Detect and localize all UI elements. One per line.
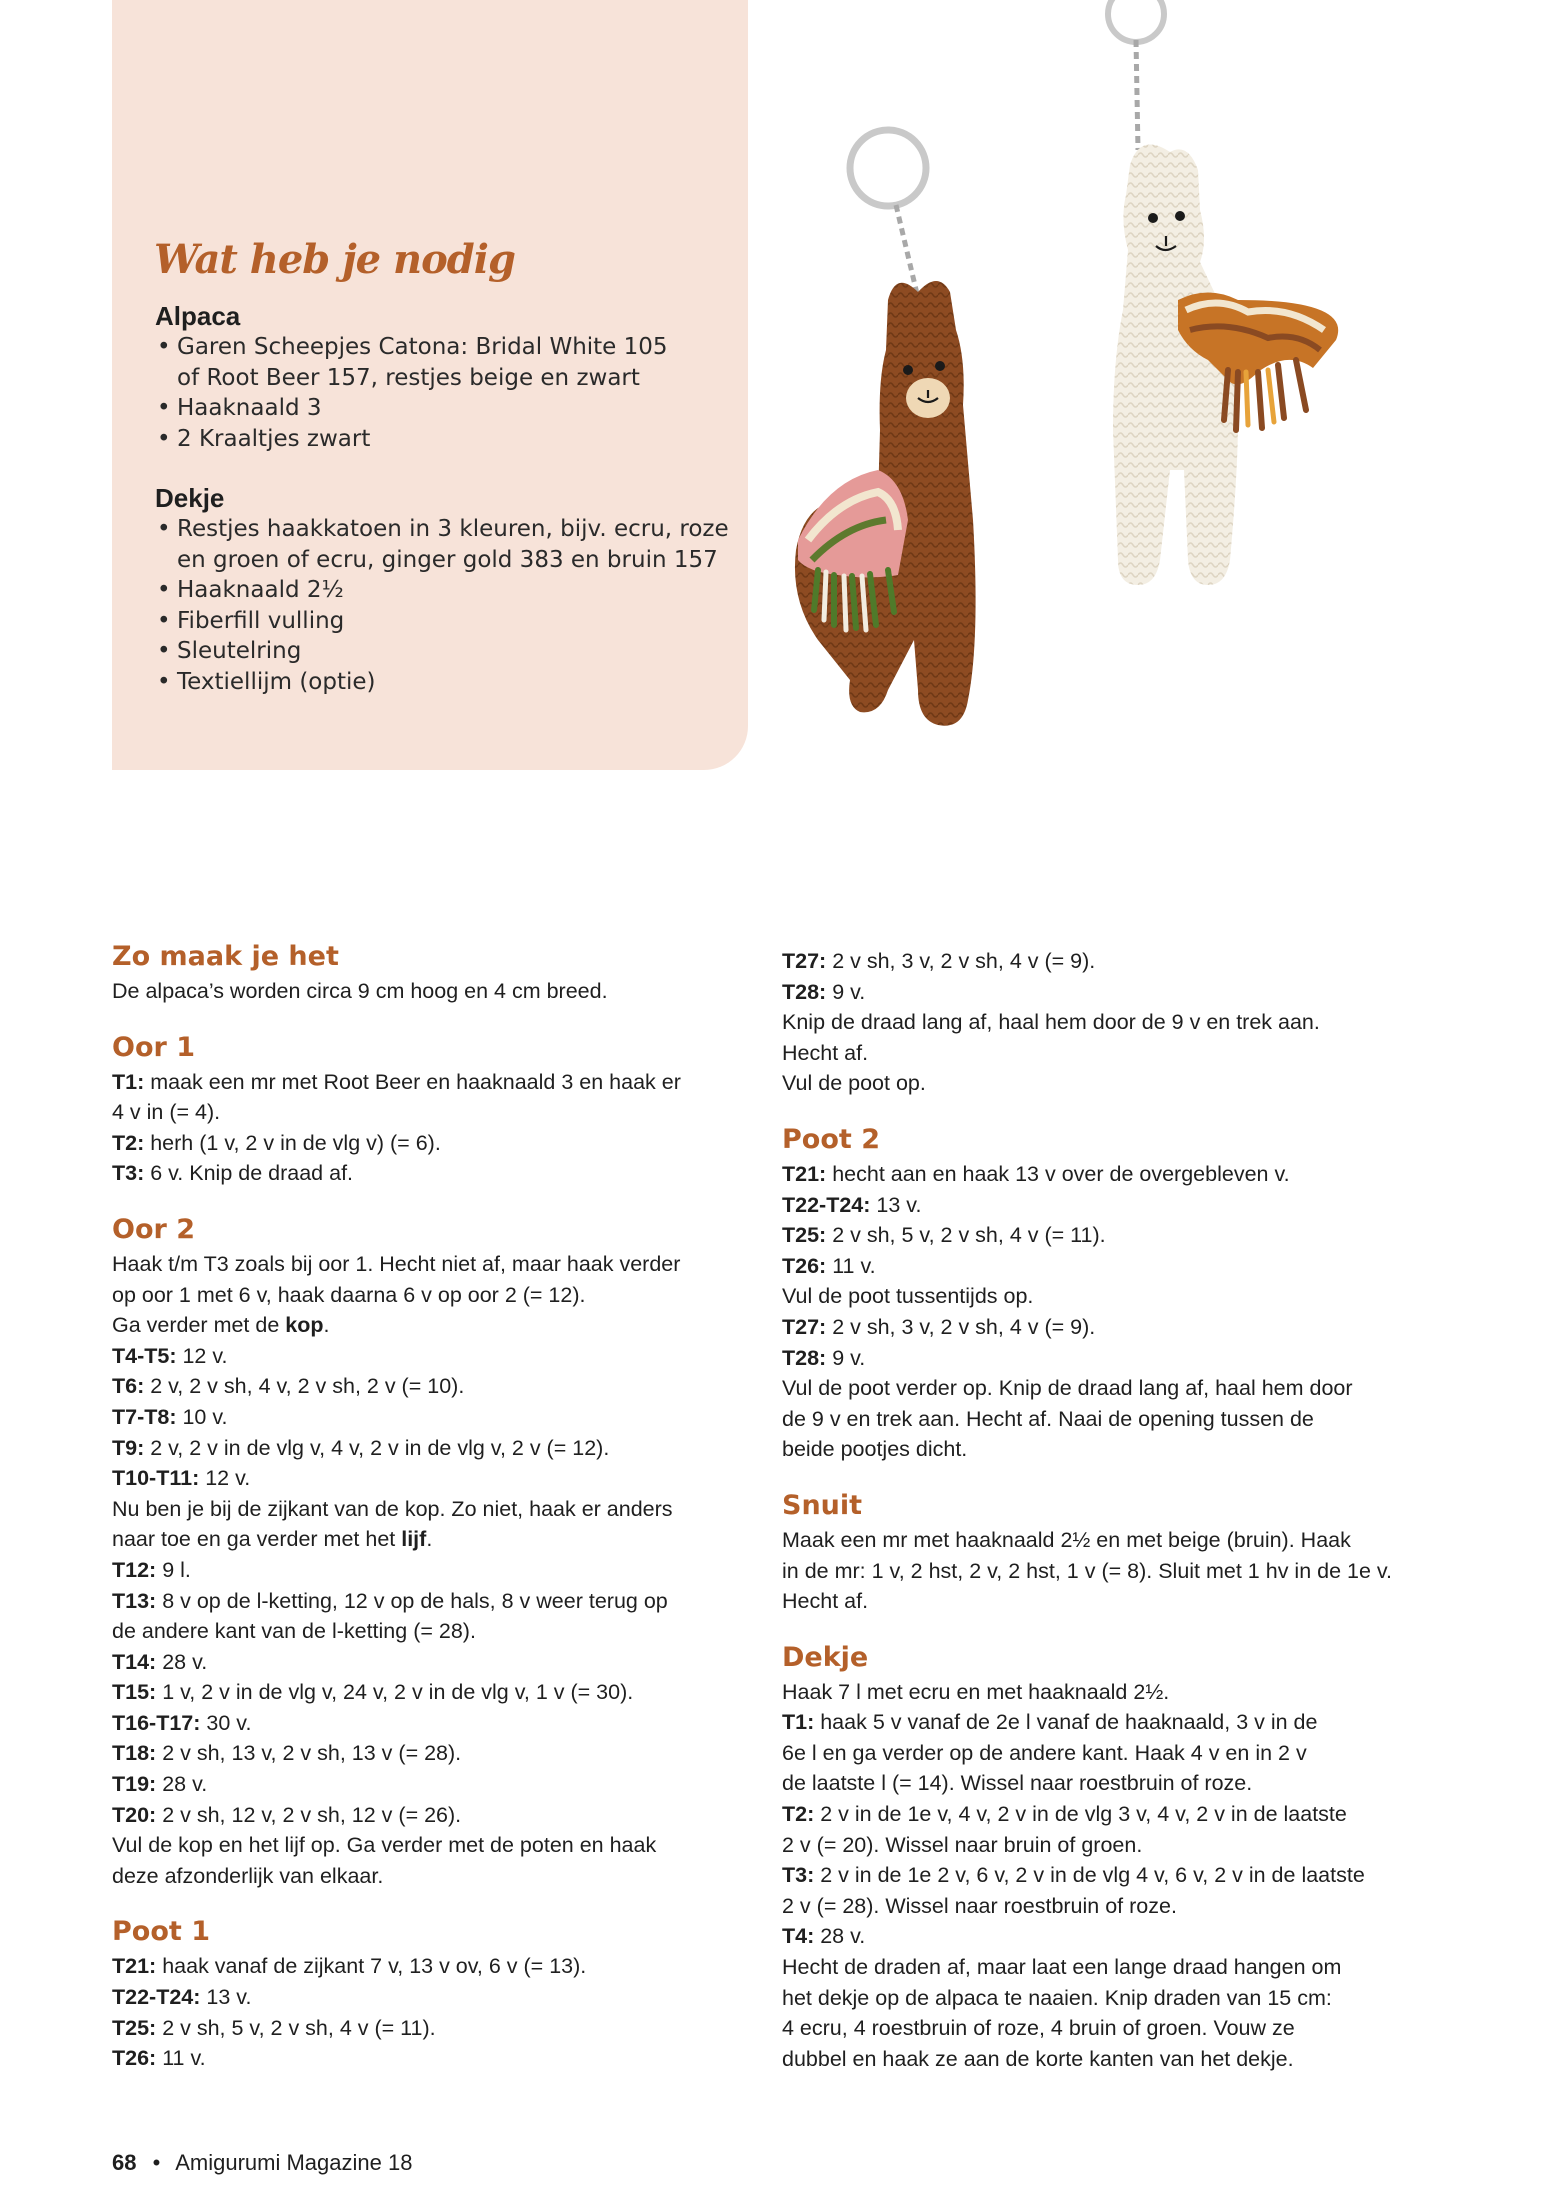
- instruction-text: Hecht de draden af, maar laat een lange draad hangen om: [782, 1955, 1342, 1980]
- instruction-text: Ga verder met de: [112, 1313, 286, 1338]
- instruction-text: hecht aan en haak 13 v over de overgebleven v.: [826, 1161, 1290, 1186]
- instruction-line: [782, 1921, 1422, 1952]
- round-label: T22-T24:: [112, 1985, 201, 2010]
- section-title: Snuit: [782, 1489, 863, 1521]
- instruction-text: dubbel en haak ze aan de korte kanten van het dekje.: [782, 2046, 1294, 2071]
- instructions-left-column: [112, 940, 752, 2074]
- material-item: • Haaknaald 3: [155, 393, 735, 424]
- round-label: T3:: [782, 1863, 815, 1888]
- page-number: 68: [112, 2150, 137, 2175]
- instruction-text: 11 v.: [156, 2046, 206, 2071]
- instruction-text: 2 v in de 1e 2 v, 6 v, 2 v in de vlg 4 v, 6 v, 2 v in de laatste: [814, 1863, 1365, 1888]
- key-ring-left: [850, 130, 926, 206]
- instruction-line: [112, 1861, 752, 1892]
- instruction-text: Haak 7 l met ecru en met haaknaald 2½.: [782, 1679, 1170, 1704]
- instruction-line: [112, 1341, 752, 1372]
- instruction-line: [782, 1830, 1422, 1861]
- instruction-line: [782, 1220, 1422, 1251]
- instructions-right-column: [782, 946, 1422, 2074]
- round-label: T6:: [112, 1374, 145, 1399]
- section-title: Zo maak je het: [112, 941, 339, 972]
- instruction-line: [112, 1800, 752, 1831]
- instruction-text: Vul de poot op.: [782, 1071, 926, 1096]
- instruction-line: [782, 1860, 1422, 1891]
- instruction-text: 6 v. Knip de draad af.: [144, 1161, 354, 1186]
- instruction-text: 2 v sh, 3 v, 2 v sh, 4 v (= 9).: [826, 949, 1096, 973]
- round-label: T18:: [112, 1741, 157, 1766]
- instruction-text: 2 v sh, 12 v, 2 v sh, 12 v (= 26).: [156, 1802, 462, 1827]
- instruction-text: 12 v.: [199, 1466, 251, 1491]
- round-label: T4-T5:: [112, 1343, 177, 1368]
- instruction-line: [112, 976, 752, 1007]
- instruction-text: 2 v sh, 13 v, 2 v sh, 13 v (= 28).: [156, 1741, 462, 1766]
- instruction-text: 2 v (= 28). Wissel naar roestbruin of roze.: [782, 1893, 1177, 1918]
- round-label: T14:: [112, 1649, 157, 1674]
- material-item: • Restjes haakkatoen in 3 kleuren, bijv. ecru, roze en groen of ecru, ginger gold 383 en bruin 157: [155, 514, 735, 575]
- round-label: T1:: [112, 1069, 145, 1094]
- instruction-line: [782, 1404, 1422, 1435]
- round-label: T19:: [112, 1772, 157, 1797]
- round-label: T25:: [112, 2015, 157, 2040]
- instruction-line: [782, 1007, 1422, 1038]
- round-label: T7-T8:: [112, 1404, 177, 1429]
- instruction-text: de laatste l (= 14). Wissel naar roestbruin of roze.: [782, 1771, 1253, 1796]
- instruction-text: beide pootjes dicht.: [782, 1437, 968, 1462]
- white-eye-right: [1175, 211, 1185, 221]
- dekje-materials: [155, 482, 735, 697]
- round-label: T16-T17:: [112, 1710, 201, 1735]
- instruction-text: 1 v, 2 v in de vlg v, 24 v, 2 v in de vlg v, 1 v (= 30).: [156, 1680, 634, 1705]
- instruction-text: 9 v.: [826, 1345, 866, 1370]
- instruction-text: 2 v, 2 v sh, 4 v, 2 v sh, 2 v (= 10).: [144, 1374, 465, 1399]
- instruction-line: [112, 1433, 752, 1464]
- brown-eye-right: [935, 361, 945, 371]
- instruction-line: [112, 1067, 752, 1098]
- white-eye-left: [1148, 213, 1158, 223]
- instruction-line: [112, 1128, 752, 1159]
- instruction-line: [112, 1951, 752, 1982]
- instruction-line: [782, 1586, 1422, 1617]
- instruction-line: [112, 1586, 752, 1617]
- section-title: Oor 2: [112, 1213, 196, 1245]
- instruction-line: [782, 1525, 1422, 1556]
- instruction-text: Nu ben je bij de zijkant van de kop. Zo niet, haak er anders: [112, 1496, 673, 1521]
- round-label: T15:: [112, 1680, 157, 1705]
- instruction-line: [782, 1190, 1422, 1221]
- round-label: T13:: [112, 1588, 157, 1613]
- round-label: T28:: [782, 1345, 827, 1370]
- instruction-line: [782, 1251, 1422, 1282]
- instruction-text: 2 v in de 1e v, 4 v, 2 v in de vlg 3 v, 4 v, 2 v in de laatste: [814, 1802, 1347, 1827]
- material-item: • Fiberfill vulling: [155, 606, 735, 637]
- instruction-line: [112, 1310, 752, 1341]
- chain-right: [1136, 40, 1138, 150]
- round-label: T2:: [782, 1802, 815, 1827]
- emphasis-text: kop: [285, 1313, 324, 1338]
- instruction-line: [112, 1371, 752, 1402]
- section-title: Poot 2: [782, 1123, 880, 1155]
- instruction-line: [112, 1647, 752, 1678]
- instruction-line: [782, 977, 1422, 1008]
- brown-alpaca: [795, 130, 976, 726]
- instruction-text: de andere kant van de l-ketting (= 28).: [112, 1619, 476, 1644]
- instruction-text: de 9 v en trek aan. Hecht af. Naai de opening tussen de: [782, 1406, 1314, 1431]
- key-ring-right: [1108, 0, 1164, 42]
- instruction-text: op oor 1 met 6 v, haak daarna 6 v op oor 2 (= 12).: [112, 1282, 586, 1307]
- instruction-line: [112, 1982, 752, 2013]
- instruction-text: haak vanaf de zijkant 7 v, 13 v ov, 6 v (= 13).: [156, 1954, 587, 1979]
- instruction-line: [112, 2013, 752, 2044]
- instruction-text: 2 v (= 20). Wissel naar bruin of groen.: [782, 1832, 1143, 1857]
- round-label: T4:: [782, 1924, 815, 1949]
- instruction-text: 4 v in (= 4).: [112, 1100, 221, 1125]
- round-label: T10-T11:: [112, 1466, 200, 1491]
- round-label: T20:: [112, 1802, 157, 1827]
- instruction-line: [112, 1555, 752, 1586]
- instruction-line: [782, 1983, 1422, 2014]
- instruction-text: haak 5 v vanaf de 2e l vanaf de haaknaald, 3 v in de: [814, 1710, 1318, 1735]
- white-alpaca: [1108, 0, 1338, 585]
- section-title: Dekje: [782, 1641, 869, 1673]
- instruction-line: [782, 1707, 1422, 1738]
- instruction-line: [112, 1830, 752, 1861]
- material-item: • Haaknaald 2½: [155, 575, 735, 606]
- instruction-text: 12 v.: [176, 1343, 228, 1368]
- instruction-line: [782, 1343, 1422, 1374]
- instruction-text: maak een mr met Root Beer en haaknaald 3 en haak er: [144, 1069, 681, 1094]
- instruction-line: [112, 1280, 752, 1311]
- instruction-line: [782, 1038, 1422, 1069]
- instruction-text: 9 l.: [156, 1557, 191, 1582]
- instruction-line: [782, 1677, 1422, 1708]
- round-label: T21:: [782, 1161, 827, 1186]
- brown-eye-left: [903, 365, 913, 375]
- emphasis-text: lijf: [401, 1527, 427, 1552]
- instruction-line: [782, 1891, 1422, 1922]
- instruction-line: [112, 1708, 752, 1739]
- instruction-text: Vul de kop en het lijf op. Ga verder met de poten en haak: [112, 1833, 657, 1858]
- alpaca-materials: [155, 300, 735, 454]
- section-title: Oor 1: [112, 1031, 196, 1063]
- round-label: T26:: [112, 2046, 157, 2071]
- instruction-text: het dekje op de alpaca te naaien. Knip draden van 15 cm:: [782, 1985, 1332, 2010]
- alpaca-heading: Alpaca: [155, 301, 241, 331]
- instruction-text: 2 v, 2 v in de vlg v, 4 v, 2 v in de vlg v, 2 v (= 12).: [144, 1435, 610, 1460]
- round-label: T27:: [782, 949, 827, 973]
- material-item: • 2 Kraaltjes zwart: [155, 424, 735, 455]
- round-label: T9:: [112, 1435, 145, 1460]
- material-item: • Sleutelring: [155, 636, 735, 667]
- instruction-line: [782, 2044, 1422, 2075]
- instruction-text: 2 v sh, 5 v, 2 v sh, 4 v (= 11).: [156, 2015, 436, 2040]
- instruction-line: [782, 1159, 1422, 1190]
- instruction-line: [782, 1952, 1422, 1983]
- instruction-text: 13 v.: [200, 1985, 252, 2010]
- instruction-text: 28 v.: [156, 1649, 208, 1674]
- instruction-text: Maak een mr met haaknaald 2½ en met beige (bruin). Haak: [782, 1527, 1351, 1552]
- instruction-tail: .: [323, 1313, 330, 1338]
- instruction-text: 10 v.: [176, 1404, 228, 1429]
- round-label: T22-T24:: [782, 1192, 871, 1217]
- instruction-text: Knip de draad lang af, haal hem door de 9 v en trek aan.: [782, 1010, 1320, 1035]
- instruction-line: [782, 1556, 1422, 1587]
- alpaca-list: [155, 332, 735, 454]
- instruction-line: [112, 1249, 752, 1280]
- instruction-line: [112, 1769, 752, 1800]
- instruction-text: Hecht af.: [782, 1589, 869, 1614]
- round-label: T25:: [782, 1223, 827, 1248]
- instruction-text: 8 v op de l-ketting, 12 v op de hals, 8 v weer terug op: [156, 1588, 668, 1613]
- instruction-line: [112, 1402, 752, 1433]
- instruction-line: [112, 1524, 752, 1555]
- instruction-line: [112, 1738, 752, 1769]
- instruction-text: Haak t/m T3 zoals bij oor 1. Hecht niet af, maar haak verder: [112, 1251, 681, 1276]
- round-label: T26:: [782, 1253, 827, 1278]
- instruction-line: [112, 1097, 752, 1128]
- round-label: T3:: [112, 1161, 145, 1186]
- instruction-line: [782, 1068, 1422, 1099]
- instruction-text: 11 v.: [826, 1253, 876, 1278]
- material-item: • Garen Scheepjes Catona: Bridal White 105 of Root Beer 157, restjes beige en zwart: [155, 332, 735, 393]
- instruction-line: [782, 1738, 1422, 1769]
- instruction-text: 6e l en ga verder op de andere kant. Haak 4 v en in 2 v: [782, 1740, 1307, 1765]
- instruction-text: in de mr: 1 v, 2 hst, 2 v, 2 hst, 1 v (= 8). Sluit met 1 hv in de 1e v.: [782, 1558, 1393, 1583]
- instruction-text: 2 v sh, 5 v, 2 v sh, 4 v (= 11).: [826, 1223, 1106, 1248]
- instruction-tail: .: [426, 1527, 433, 1552]
- dekje-heading: Dekje: [155, 483, 225, 513]
- section-title: Poot 1: [112, 1916, 210, 1948]
- instruction-line: [112, 1463, 752, 1494]
- round-label: T21:: [112, 1954, 157, 1979]
- round-label: T27:: [782, 1314, 827, 1339]
- round-label: T12:: [112, 1557, 157, 1582]
- instruction-text: 2 v sh, 3 v, 2 v sh, 4 v (= 9).: [826, 1314, 1096, 1339]
- instruction-text: 4 ecru, 4 roestbruin of roze, 4 bruin of groen. Vouw ze: [782, 2016, 1295, 2041]
- instruction-line: [782, 1312, 1422, 1343]
- white-blanket-fringe: [1224, 360, 1306, 430]
- instruction-text: Vul de poot tussentijds op.: [782, 1284, 1034, 1309]
- instruction-text: 9 v.: [826, 979, 866, 1004]
- dekje-list: [155, 514, 735, 697]
- instruction-line: [782, 1434, 1422, 1465]
- instruction-text: Hecht af.: [782, 1040, 869, 1065]
- instruction-text: 28 v.: [814, 1924, 866, 1949]
- instruction-line: [782, 2013, 1422, 2044]
- instruction-line: [782, 1799, 1422, 1830]
- instruction-text: De alpaca’s worden circa 9 cm hoog en 4 cm breed.: [112, 979, 608, 1003]
- instruction-text: deze afzonderlijk van elkaar.: [112, 1863, 384, 1888]
- instruction-line: [112, 1616, 752, 1647]
- instruction-text: 30 v.: [200, 1710, 252, 1735]
- round-label: T2:: [112, 1130, 145, 1155]
- round-label: T28:: [782, 979, 827, 1004]
- instruction-line: [782, 1281, 1422, 1312]
- instruction-line: [782, 1768, 1422, 1799]
- instruction-text: 28 v.: [156, 1772, 208, 1797]
- material-item: • Textiellijm (optie): [155, 667, 735, 698]
- instruction-line: [112, 1494, 752, 1525]
- instruction-line: [782, 946, 1422, 977]
- instruction-line: [112, 1158, 752, 1189]
- instruction-line: [112, 2043, 752, 2074]
- instruction-text: 13 v.: [870, 1192, 922, 1217]
- alpaca-keychains-photo: [768, 0, 1388, 760]
- instruction-line: [782, 1373, 1422, 1404]
- footer-separator: •: [152, 2150, 161, 2175]
- page-footer: [112, 2150, 412, 2176]
- instruction-text: Vul de poot verder op. Knip de draad lang af, haal hem door: [782, 1376, 1353, 1401]
- materials-title: Wat heb je nodig: [154, 236, 515, 283]
- publication-name: Amigurumi Magazine 18: [175, 2150, 413, 2175]
- instruction-text: naar toe en ga verder met het: [112, 1527, 402, 1552]
- instruction-text: herh (1 v, 2 v in de vlg v) (= 6).: [144, 1130, 441, 1155]
- round-label: T1:: [782, 1710, 815, 1735]
- instruction-line: [112, 1677, 752, 1708]
